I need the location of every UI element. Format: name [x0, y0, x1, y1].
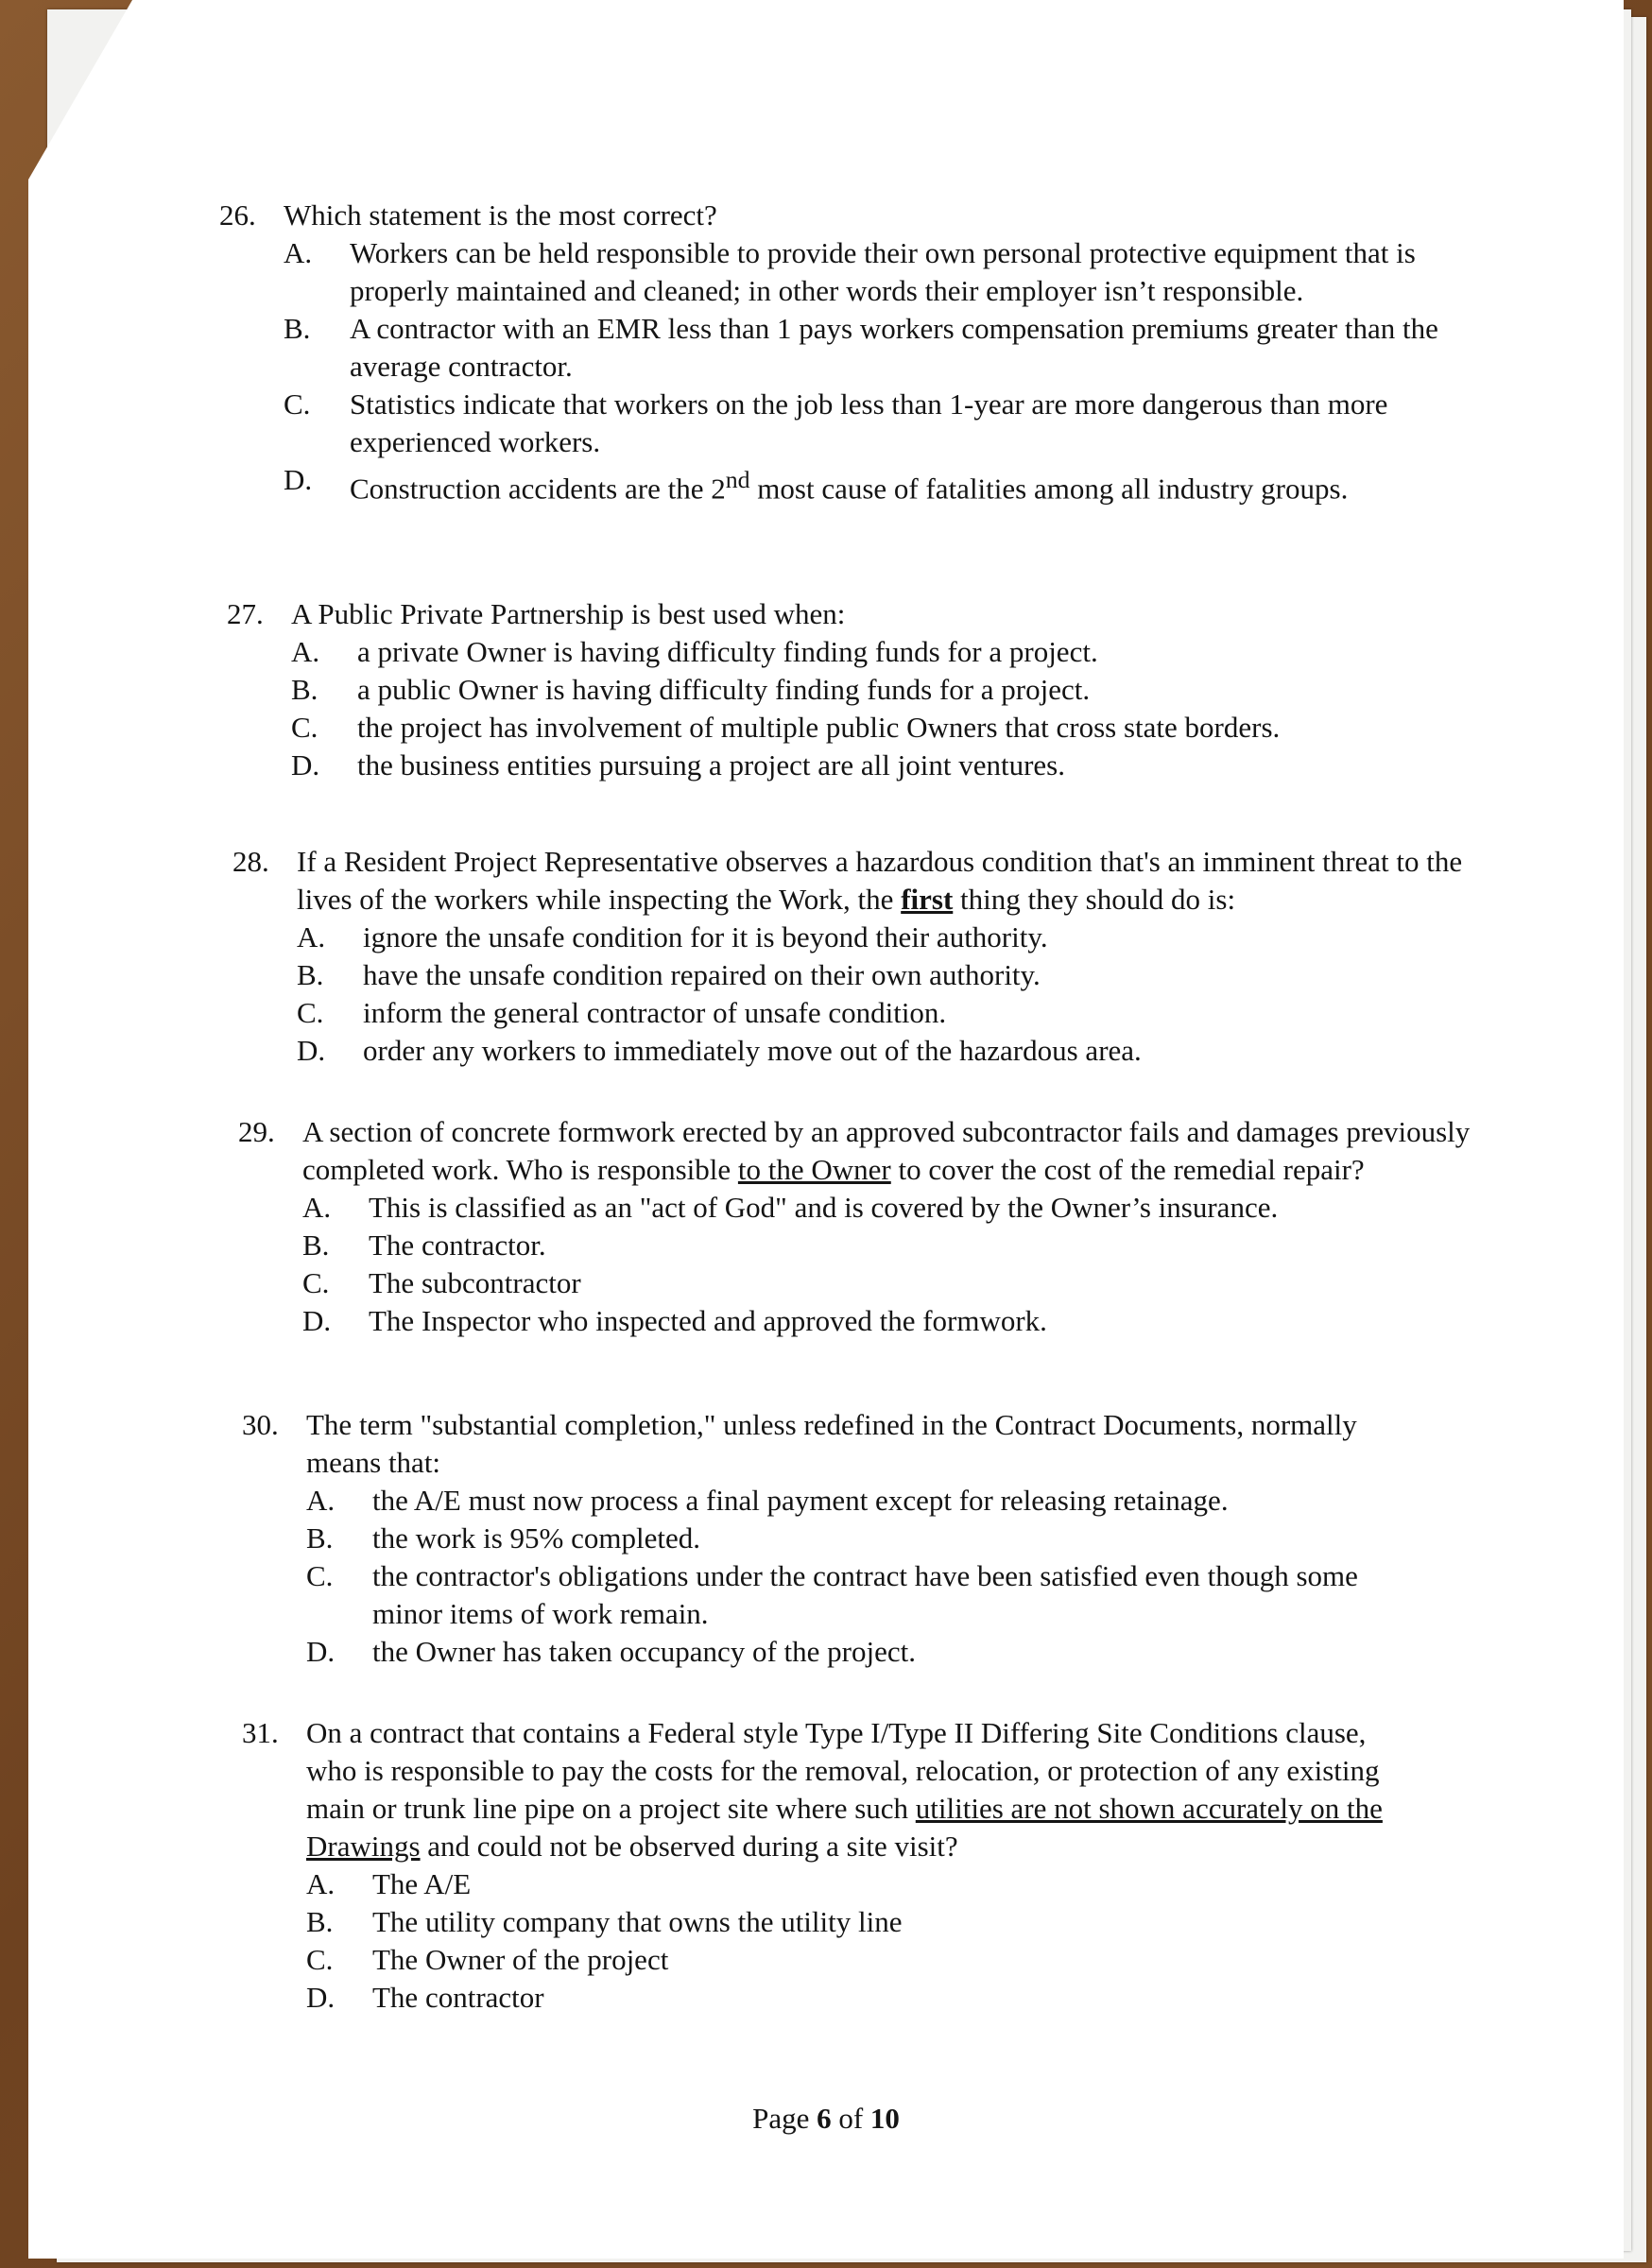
- option-letter: B.: [306, 1905, 334, 1938]
- question-stem: [297, 843, 1471, 919]
- question-stem: A Public Private Partnership is best used when:: [291, 597, 846, 630]
- question-stem: [306, 1714, 1423, 1865]
- option-text: The contractor: [372, 1981, 544, 2014]
- option-text: The subcontractor: [369, 1266, 581, 1299]
- stem-text: A section of concrete formwork erected by an approved subcontractor fails and damages previously completed work. Who is responsible: [302, 1115, 1471, 1186]
- option-text: the A/E must now process a final payment except for releasing retainage.: [372, 1484, 1229, 1517]
- option-text: a public Owner is having difficulty finding funds for a project.: [357, 673, 1091, 706]
- question-26: [219, 197, 1505, 507]
- option-letter: B.: [291, 673, 318, 706]
- option-d: [291, 747, 1493, 784]
- question-29: [238, 1113, 1486, 1340]
- option-b: [302, 1227, 1486, 1264]
- option-b: [306, 1520, 1423, 1557]
- option-letter: A.: [291, 635, 320, 668]
- option-text: a private Owner is having difficulty finding funds for a project.: [357, 635, 1098, 668]
- stem-text: On a contract that contains a Federal style Type I/Type II Differing Site Conditions clause, who is responsible to pay the costs for the removal, relocation, or protection of any existing main or trunk line pipe on a project site where such: [306, 1716, 1380, 1825]
- option-list: [302, 1189, 1486, 1340]
- option-letter: C.: [284, 387, 311, 421]
- option-letter: A.: [284, 236, 313, 269]
- option-c: [306, 1941, 1423, 1979]
- option-text: most cause of fatalities among all industry groups.: [749, 472, 1349, 506]
- option-text: The utility company that owns the utility line: [372, 1905, 903, 1938]
- option-text: the work is 95% completed.: [372, 1521, 700, 1555]
- option-c: [306, 1557, 1423, 1633]
- question-stem: The term "substantial completion," unless redefined in the Contract Documents, normally means that:: [306, 1408, 1357, 1479]
- option-letter: C.: [291, 711, 318, 744]
- option-a: [291, 633, 1493, 671]
- option-d: [306, 1979, 1423, 2017]
- stem-text: If a Resident Project Representative observes a hazardous condition that's an imminent threat to the lives of the workers while inspecting the Work, the: [297, 845, 1463, 916]
- question-27: [227, 595, 1493, 784]
- option-b: [291, 671, 1493, 709]
- option-c: [297, 994, 1471, 1032]
- emphasis-text: first: [901, 883, 954, 916]
- option-text: have the unsafe condition repaired on their own authority.: [363, 958, 1041, 991]
- option-c: [302, 1264, 1486, 1302]
- stem-text: to cover the cost of the remedial repair?: [890, 1153, 1365, 1186]
- page-total: 10: [869, 2102, 900, 2135]
- option-b: [306, 1903, 1423, 1941]
- option-a: [297, 919, 1471, 956]
- emphasis-text: utilities are not shown accurately on the Drawings: [306, 1792, 1383, 1863]
- option-a: [306, 1482, 1423, 1520]
- option-c: [291, 709, 1493, 747]
- option-list: [284, 234, 1505, 507]
- option-list: [297, 919, 1471, 1070]
- option-text: the project has involvement of multiple public Owners that cross state borders.: [357, 711, 1281, 744]
- option-text: Workers can be held responsible to provide their own personal protective equipment that is properly maintained and cleaned; in other words their employer isn’t responsible.: [350, 236, 1416, 307]
- option-list: [291, 633, 1493, 784]
- option-d: [297, 1032, 1471, 1070]
- option-text: Statistics indicate that workers on the job less than 1-year are more dangerous than more experienced workers.: [350, 387, 1388, 458]
- question-number: 27.: [227, 597, 264, 630]
- option-letter: C.: [306, 1559, 334, 1592]
- option-letter: C.: [306, 1943, 334, 1976]
- option-a: [302, 1189, 1486, 1227]
- option-letter: C.: [297, 996, 324, 1029]
- option-text: The Owner of the project: [372, 1943, 669, 1976]
- page-footer: [0, 2102, 1652, 2136]
- stem-text: thing they should do is:: [953, 883, 1236, 916]
- option-letter: D.: [291, 748, 320, 782]
- option-text: the Owner has taken occupancy of the project.: [372, 1635, 916, 1668]
- option-letter: A.: [306, 1867, 336, 1900]
- option-letter: B.: [302, 1228, 330, 1262]
- option-letter: B.: [284, 312, 311, 345]
- superscript: nd: [725, 466, 750, 493]
- option-list: [306, 1482, 1423, 1671]
- page-current: 6: [817, 2102, 832, 2135]
- option-d: [306, 1633, 1423, 1671]
- option-letter: D.: [297, 1034, 326, 1067]
- option-text: the business entities pursuing a project are all joint ventures.: [357, 748, 1065, 782]
- option-d: [284, 461, 1505, 507]
- option-text: The A/E: [372, 1867, 472, 1900]
- question-number: 26.: [219, 198, 256, 232]
- question-number: 29.: [238, 1115, 275, 1148]
- option-text: The Inspector who inspected and approved the formwork.: [369, 1304, 1047, 1337]
- question-number: 31.: [242, 1716, 279, 1749]
- option-text: ignore the unsafe condition for it is beyond their authority.: [363, 920, 1048, 954]
- option-letter: D.: [306, 1981, 336, 2014]
- question-number: 30.: [242, 1408, 279, 1441]
- option-text: This is classified as an "act of God" and is covered by the Owner’s insurance.: [369, 1191, 1279, 1224]
- option-c: [284, 386, 1505, 461]
- question-stem: Which statement is the most correct?: [284, 198, 717, 232]
- page-label: Page: [752, 2102, 810, 2135]
- page-of: of: [838, 2102, 864, 2135]
- question-number: 28.: [232, 845, 269, 878]
- option-letter: A.: [306, 1484, 336, 1517]
- emphasis-text: to the Owner: [737, 1153, 891, 1186]
- option-a: [306, 1865, 1423, 1903]
- option-letter: D.: [306, 1635, 336, 1668]
- question-31: [242, 1714, 1423, 2017]
- option-text: inform the general contractor of unsafe condition.: [363, 996, 947, 1029]
- option-b: [297, 956, 1471, 994]
- option-letter: B.: [306, 1521, 334, 1555]
- option-a: [284, 234, 1505, 310]
- option-letter: A.: [297, 920, 326, 954]
- option-text: Construction accidents are the 2: [350, 472, 726, 506]
- question-28: [232, 843, 1471, 1070]
- option-text: The contractor.: [369, 1228, 546, 1262]
- question-30: [242, 1406, 1423, 1671]
- option-letter: D.: [284, 463, 313, 496]
- option-text: order any workers to immediately move out of the hazardous area.: [363, 1034, 1142, 1067]
- option-letter: C.: [302, 1266, 330, 1299]
- option-text: the contractor's obligations under the contract have been satisfied even though some minor items of work remain.: [372, 1559, 1358, 1630]
- option-letter: A.: [302, 1191, 332, 1224]
- option-d: [302, 1302, 1486, 1340]
- option-text: A contractor with an EMR less than 1 pays workers compensation premiums greater than the average contractor.: [350, 312, 1438, 383]
- option-list: [306, 1865, 1423, 2017]
- option-letter: B.: [297, 958, 324, 991]
- option-letter: D.: [302, 1304, 332, 1337]
- stem-text: and could not be observed during a site visit?: [420, 1830, 958, 1863]
- question-stem: [302, 1113, 1486, 1189]
- option-b: [284, 310, 1505, 386]
